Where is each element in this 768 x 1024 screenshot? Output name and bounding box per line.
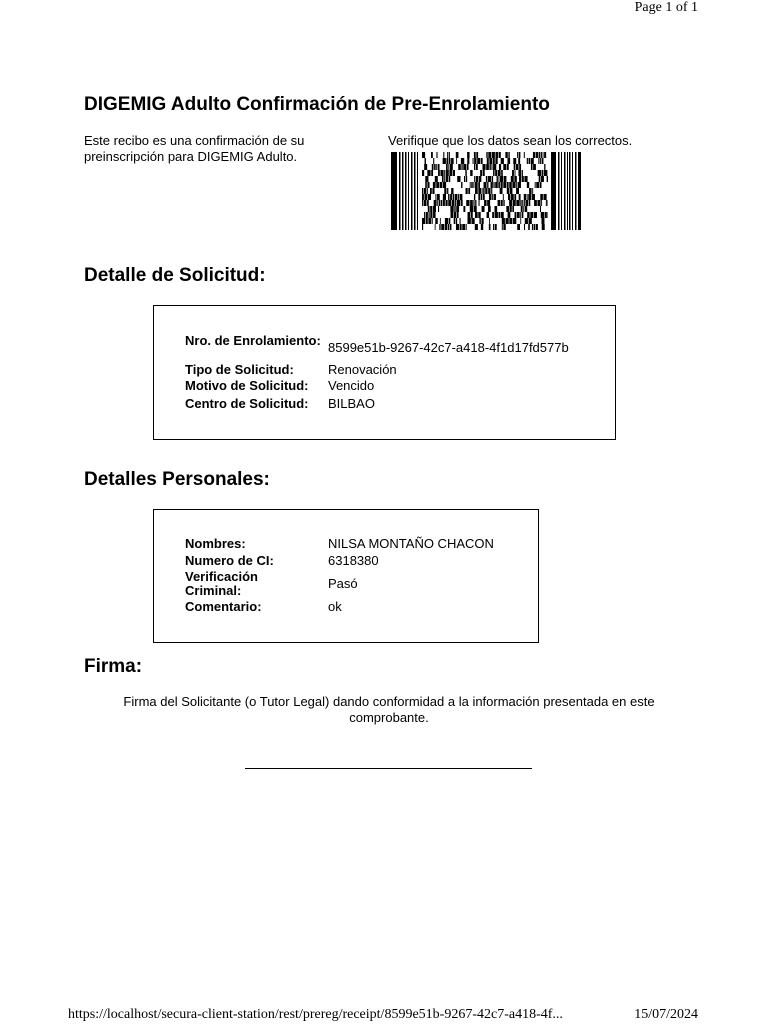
detail-value: Pasó [328, 576, 358, 591]
personal-details-box [153, 509, 539, 643]
detail-value: Vencido [328, 378, 375, 393]
detail-label: Nombres: [185, 536, 246, 551]
detail-value: Renovación [328, 362, 397, 377]
section-heading-solicitud: Detalle de Solicitud: [84, 265, 266, 286]
detail-label: Comentario: [185, 599, 262, 614]
detail-value: NILSA MONTAÑO CHACON [328, 536, 494, 551]
pdf417-barcode [391, 152, 581, 230]
signature-statement: Firma del Solicitante (o Tutor Legal) dando conformidad a la información presentada en este comprobante. [123, 694, 655, 725]
detail-label: Nro. de Enrolamiento: [185, 333, 321, 348]
page-number: Page 1 of 1 [634, 0, 698, 15]
solicitud-details-box [153, 305, 616, 440]
detail-value: BILBAO [328, 396, 375, 411]
footer-url: https://localhost/secura-client-station/rest/prereg/receipt/8599e51b-9267-42c7-a418-4f... [68, 1007, 563, 1022]
detail-value: 6318380 [328, 553, 379, 568]
detail-label: Motivo de Solicitud: [185, 378, 309, 393]
detail-label: Verificación Criminal: [185, 569, 258, 598]
detail-label: Numero de CI: [185, 553, 274, 568]
section-heading-personal: Detalles Personales: [84, 469, 270, 490]
signature-line [245, 768, 532, 769]
document-title: DIGEMIG Adulto Confirmación de Pre-Enrolamiento [84, 94, 550, 115]
detail-value: ok [328, 599, 342, 614]
detail-label: Centro de Solicitud: [185, 396, 309, 411]
detail-label: Tipo de Solicitud: [185, 362, 294, 377]
footer-date: 15/07/2024 [634, 1007, 698, 1022]
section-heading-firma: Firma: [84, 656, 143, 677]
verify-text: Verifique que los datos sean los correctos. [388, 133, 633, 148]
detail-value: 8599e51b-9267-42c7-a418-4f1d17fd577b [328, 340, 569, 355]
intro-text: Este recibo es una confirmación de su preinscripción para DIGEMIG Adulto. [84, 133, 305, 164]
